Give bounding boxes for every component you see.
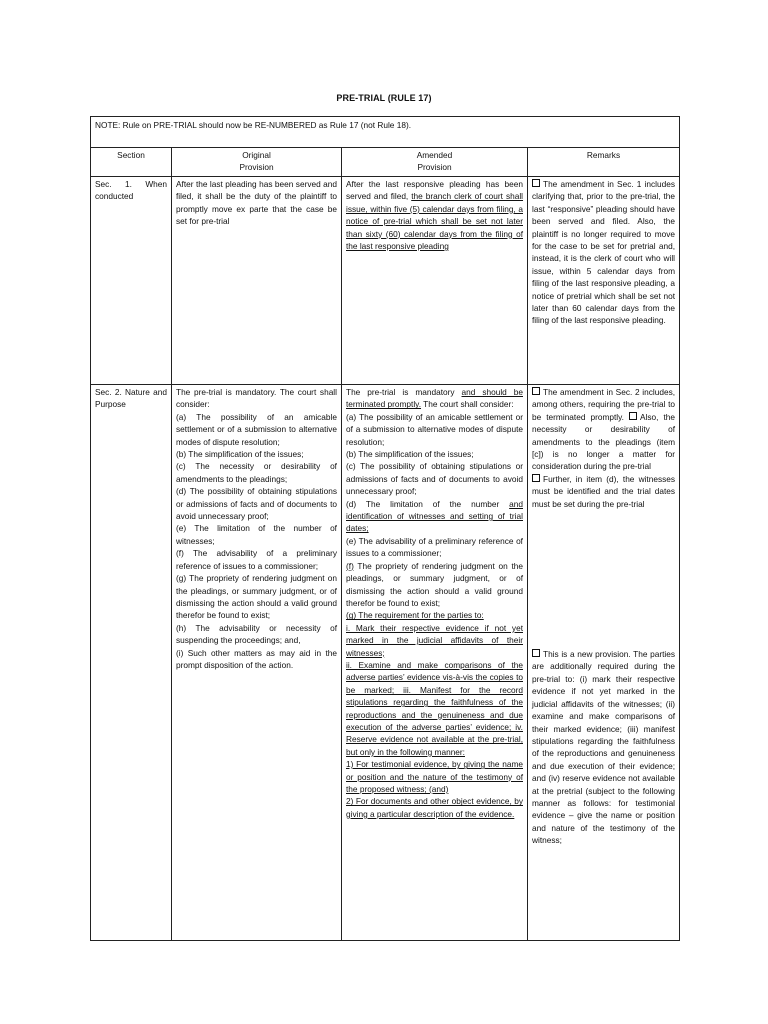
table-row xyxy=(91,385,680,941)
original-line: (e) The limitation of the number of witnesses; xyxy=(176,523,337,546)
section-cell xyxy=(91,385,172,941)
checkbox-bullet-icon xyxy=(532,387,540,395)
page-title: PRE-TRIAL (RULE 17) xyxy=(336,93,432,103)
header-section: Section xyxy=(91,148,172,177)
amended-line: (c) The possibility of obtaining stipulations or admissions of facts and of documents to avoid unnecessary proof; xyxy=(346,461,523,497)
amended-line: (d) The limitation of the number and identification of witnesses and setting of trial dates; xyxy=(346,498,523,534)
remarks-cell xyxy=(528,385,680,941)
comparison-table xyxy=(90,116,680,941)
section-label: Sec. 2. Nature and Purpose xyxy=(95,387,167,410)
note-cell xyxy=(91,117,680,148)
original-line: The pre-trial is mandatory. The court shall consider: xyxy=(176,387,337,410)
original-line: (i) Such other matters as may aid in the prompt disposition of the action. xyxy=(176,647,337,670)
amended-line: (f) The propriety of rendering judgment on the pleadings, or summary judgment, or of dismissing the action should a valid ground therefor be found to exist; xyxy=(346,560,523,608)
amended-text-underlined: the branch clerk of court shall issue, within five (5) calendar days from filing, a notice of pre-trial which shall be set not later than sixty (60) calendar days from the filing of the last responsive pleading xyxy=(346,191,524,252)
remark-item: The amendment in Sec. 1 includes clarifying that, prior to the pre-trial, the last “responsive” pleading should have been served and filed. Also, the plaintiff is no longer required to move for the case to be set for pretrial and, instead, it is the clerk of court who will issue, within 5 calendar days from filing of the last responsive pleading, a notice of pretrial which shall be set not later than 60 calendar days from the filing of the last responsive pleading. xyxy=(532,179,676,326)
remark-item: Further, in item (d), the witnesses must be identified and the trial dates must be set during the pre-trial xyxy=(532,473,676,509)
header-amended: Amended Provision xyxy=(342,148,528,177)
original-line: (f) The advisability of a preliminary reference of issues to a commissioner; xyxy=(176,548,337,571)
amended-line: The pre-trial is mandatory and should be terminated promptly. The court shall consider: xyxy=(346,387,523,410)
original-line: (c) The necessity or desirability of amendments to the pleadings; xyxy=(176,461,337,484)
remarks-cell xyxy=(528,177,680,385)
amended-line: (b) The simplification of the issues; xyxy=(346,449,474,460)
amended-line: (e) The advisability of a preliminary reference of issues to a commissioner; xyxy=(346,535,523,559)
amended-line: i. Mark their respective evidence if not yet marked in the judicial affidavits of their witnesses; xyxy=(346,622,523,658)
original-line: (d) The possibility of obtaining stipulations or admissions of facts and of documents to avoid unnecessary proof; xyxy=(176,486,337,522)
amended-line: 2) For documents and other object evidence, by giving a particular description of the evidence. xyxy=(346,796,523,819)
amended-line: 1) For testimonial evidence, by giving the name or position and the nature of the testimony of the proposed witness; (and) xyxy=(346,759,523,794)
header-original: Original Provision xyxy=(172,148,342,177)
checkbox-bullet-icon xyxy=(532,649,540,657)
remark-item: The amendment in Sec. 2 includes, among others, requiring the pre-trial to be terminated promptly. Also, the necessity or desirability of amendments to the pleadings (item [c]) is no longer a matter for consideration during the pre-trial xyxy=(532,387,676,472)
original-line: (b) The simplification of the issues; xyxy=(176,449,304,460)
checkbox-bullet-icon xyxy=(629,412,637,420)
checkbox-bullet-icon xyxy=(532,474,540,482)
amended-line: (g) The requirement for the parties to: xyxy=(346,610,484,621)
amended-cell xyxy=(342,177,528,385)
checkbox-bullet-icon xyxy=(532,179,540,187)
remark-item: This is a new provision. The parties are additionally required during the pre-trial to: (i) mark their respective evidence if not yet marked in the judicial affidavits of the witnesses; (ii) examine and make comparisons of their marked evidence; (iii) manifest stipulations regarding the faithfulness of the reproductions and genuineness and due execution of their evidence; and (iv) reserve evidence not available at the pretrial (subject to the following manner as follows: for testimonial evidence – give the name or position and nature of the testimony of the witness; xyxy=(532,649,676,846)
original-cell xyxy=(172,177,342,385)
original-line: (a) The possibility of an amicable settlement or of a submission to alternative modes of dispute resolution; xyxy=(176,411,337,447)
original-text: After the last pleading has been served and filed, it shall be the duty of the plaintiff to promptly move ex parte that the case be set for pre-trial xyxy=(176,179,337,227)
amended-cell xyxy=(342,385,528,941)
original-line: (g) The propriety of rendering judgment on the pleadings, or summary judgment, or of dismissing the action should a valid ground therefor be found to exist; xyxy=(176,573,337,621)
note-text: NOTE: Rule on PRE-TRIAL should now be RE-NUMBERED as Rule 17 (not Rule 18). xyxy=(95,120,412,130)
section-label: Sec. 1. When conducted xyxy=(95,179,167,202)
amended-text: After the last responsive pleading has been served and filed, xyxy=(346,179,523,202)
section-cell xyxy=(91,177,172,385)
header-remarks: Remarks xyxy=(528,148,680,177)
amended-line: ii. Examine and make comparisons of the adverse parties’ evidence vis-à-vis the copies to be marked; iii. Manifest for the record stipulations regarding the faithfulness of the reproductions and the genuineness and due execution of the adverse parties’ evidence; iv. Reserve evidence not available at the pre-trial, but only in the following manner: xyxy=(346,659,523,757)
table-row xyxy=(91,177,680,385)
original-line: (h) The advisability or necessity of suspending the proceedings; and, xyxy=(176,622,337,646)
original-cell xyxy=(172,385,342,941)
header-row xyxy=(91,148,680,177)
amended-line: (a) The possibility of an amicable settlement or of a submission to alternative modes of dispute resolution; xyxy=(346,411,523,447)
